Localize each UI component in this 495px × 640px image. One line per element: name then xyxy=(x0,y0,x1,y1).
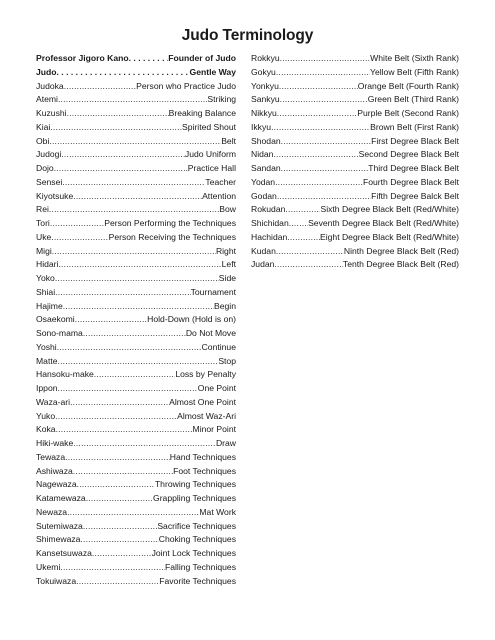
term: Yoko xyxy=(36,273,55,283)
definition: Gentle Way xyxy=(189,66,236,77)
term: Yodan xyxy=(251,176,276,187)
definition: Striking xyxy=(207,94,236,105)
definition: Yellow Belt (Fifth Rank) xyxy=(370,66,459,77)
term: Judoka xyxy=(36,80,64,91)
term: Kuzushi xyxy=(36,108,67,118)
term-row xyxy=(36,245,236,259)
rank-row xyxy=(251,231,459,245)
dot-leader xyxy=(61,148,185,162)
term-row xyxy=(36,451,236,465)
dot-leader xyxy=(60,561,165,575)
dot-leader xyxy=(281,135,371,149)
term: Hajime xyxy=(36,300,63,311)
definition: Side xyxy=(218,273,236,283)
dot-leader xyxy=(279,80,358,94)
dot-leader xyxy=(83,327,186,341)
term-row xyxy=(36,396,236,410)
term: Sandan xyxy=(251,163,281,173)
dot-leader xyxy=(55,410,177,424)
definition: Breaking Balance xyxy=(168,108,236,118)
term: Yoshi xyxy=(36,341,57,352)
term-row xyxy=(36,272,236,286)
definition: Seventh Degree Black Belt (Red/White) xyxy=(308,218,459,228)
term-row xyxy=(36,561,236,575)
dot-leader xyxy=(56,423,193,437)
term-row xyxy=(36,300,236,314)
term-row xyxy=(36,107,236,121)
term: Godan xyxy=(251,190,277,201)
page-title: Judo Terminology xyxy=(181,27,314,44)
term-row xyxy=(36,492,236,506)
dot-leader xyxy=(70,396,169,410)
dot-leader xyxy=(80,533,158,547)
dot-leader xyxy=(58,382,198,396)
definition: Draw xyxy=(215,438,236,448)
definition: Throwing Techniques xyxy=(154,479,236,490)
term-row xyxy=(36,575,236,589)
term: Sono-mama xyxy=(36,328,83,338)
definition: Eight Degree Black Belt (Red/White) xyxy=(320,231,459,242)
definition: Judo Uniform xyxy=(184,149,236,160)
definition: Belt xyxy=(221,135,236,146)
term: Rokudan xyxy=(251,204,286,215)
term: Migi xyxy=(36,245,52,256)
rank-list-right xyxy=(251,52,459,272)
definition: Hold-Down (Hold is on) xyxy=(147,314,236,325)
term: Hidari xyxy=(36,259,59,270)
definition: Third Degree Black Belt xyxy=(368,163,459,173)
term-row xyxy=(36,52,236,66)
term: Tewaza xyxy=(36,451,66,462)
definition: Brown Belt (First Rank) xyxy=(370,121,459,132)
definition: Right xyxy=(215,245,236,256)
definition: Grappling Techniques xyxy=(153,493,236,503)
rank-row xyxy=(251,245,459,259)
term: Rei xyxy=(36,204,49,215)
rank-row xyxy=(251,121,459,135)
definition: Person Performing the Techniques xyxy=(104,218,236,228)
term-row xyxy=(36,258,236,272)
term-row xyxy=(36,176,236,190)
term: Rokkyu xyxy=(251,53,280,63)
term: Katamewaza xyxy=(36,493,86,503)
definition: Choking Techniques xyxy=(158,534,236,545)
dot-leader xyxy=(276,66,370,80)
definition: Founder of Judo xyxy=(168,53,236,63)
rank-row xyxy=(251,148,459,162)
dot-leader xyxy=(63,300,214,314)
term-row xyxy=(36,465,236,479)
dot-leader xyxy=(64,80,136,94)
definition: Mat Work xyxy=(199,506,236,517)
definition: Attention xyxy=(202,190,236,201)
dot-leader xyxy=(62,176,205,190)
term: Ikkyu xyxy=(251,121,272,132)
dot-leader xyxy=(275,176,363,190)
term: Judan xyxy=(251,259,275,270)
term: Hansoku-make xyxy=(36,369,94,380)
definition: Ninth Degree Black Belt (Red) xyxy=(343,245,459,256)
term: Judo xyxy=(36,66,57,77)
term-row xyxy=(36,66,236,80)
definition: Begin xyxy=(214,300,236,311)
dot-leader xyxy=(287,231,320,245)
term-row xyxy=(36,547,236,561)
term-row xyxy=(36,190,236,204)
dot-leader xyxy=(280,93,368,107)
term: Kiai xyxy=(36,121,51,132)
term: Kiyotsuke xyxy=(36,190,74,201)
dot-leader xyxy=(76,575,159,589)
term: Nidan xyxy=(251,149,274,160)
term-row xyxy=(36,135,236,149)
term-row xyxy=(36,533,236,547)
term-row xyxy=(36,162,236,176)
term: Kansetsuwaza xyxy=(36,548,92,558)
term-row xyxy=(36,121,236,135)
term-row xyxy=(36,478,236,492)
term: Ippon xyxy=(36,383,58,393)
rank-row xyxy=(251,190,459,204)
dot-leader xyxy=(274,258,343,272)
rank-row xyxy=(251,135,459,149)
dot-leader xyxy=(51,231,108,245)
term: Obi xyxy=(36,135,50,146)
dot-leader xyxy=(83,520,158,534)
definition: First Degree Black Belt xyxy=(371,135,459,146)
dot-leader xyxy=(49,135,221,149)
definition: Teacher xyxy=(205,176,236,187)
definition: Fifth Degree Balck Belt xyxy=(371,190,459,201)
dot-leader xyxy=(54,162,188,176)
rank-row xyxy=(251,217,459,231)
dot-leader xyxy=(281,162,369,176)
dot-leader xyxy=(273,148,358,162)
definition: Second Degree Black Belt xyxy=(358,149,459,160)
dot-leader xyxy=(92,547,152,561)
term: Gokyu xyxy=(251,66,276,77)
definition: Continue xyxy=(201,341,236,352)
dot-leader xyxy=(277,190,371,204)
term-row xyxy=(36,437,236,451)
term: Yonkyu xyxy=(251,80,279,91)
term-row xyxy=(36,231,236,245)
term-row xyxy=(36,203,236,217)
definition: Spirited Shout xyxy=(182,121,236,132)
term: Professor Jigoro Kano xyxy=(36,53,129,63)
term: Newaza xyxy=(36,506,68,517)
term: Shodan xyxy=(251,135,281,146)
rank-row xyxy=(251,258,459,272)
definition: Orange Belt (Fourth Rank) xyxy=(357,80,459,91)
dot-leader xyxy=(280,52,371,66)
definition: Loss by Penalty xyxy=(175,369,236,380)
definition: White Belt (Sixth Rank) xyxy=(370,53,459,63)
dot-leader xyxy=(50,121,182,135)
term-row xyxy=(36,520,236,534)
term: Sankyu xyxy=(251,94,280,105)
term: Nagewaza xyxy=(36,479,77,490)
rank-row xyxy=(251,162,459,176)
term-row xyxy=(36,506,236,520)
term-row xyxy=(36,382,236,396)
dot-leader xyxy=(57,341,202,355)
term-row xyxy=(36,327,236,341)
term: Ukemi xyxy=(36,561,61,572)
term-row xyxy=(36,80,236,94)
dot-leader xyxy=(73,190,202,204)
term: Shichidan xyxy=(251,218,289,228)
definition: Favorite Techniques xyxy=(159,575,236,586)
definition: Practice Hall xyxy=(187,163,236,173)
term-row xyxy=(36,313,236,327)
dot-leader xyxy=(94,368,176,382)
term-row xyxy=(36,368,236,382)
term: Kudan xyxy=(251,245,276,256)
dot-leader xyxy=(73,437,216,451)
definition: Fourth Degree Black Belt xyxy=(362,176,459,187)
term: Hachidan xyxy=(251,231,288,242)
dot-leader xyxy=(58,355,219,369)
term: Tokuiwaza xyxy=(36,575,77,586)
dot-leader xyxy=(289,217,308,231)
definition: Falling Techniques xyxy=(164,561,236,572)
rank-row xyxy=(251,52,459,66)
rank-row xyxy=(251,66,459,80)
dot-leader xyxy=(57,66,190,80)
dot-leader xyxy=(50,217,104,231)
definition: Minor Point xyxy=(192,424,236,435)
term-row xyxy=(36,217,236,231)
dot-leader xyxy=(285,203,320,217)
definition: Green Belt (Third Rank) xyxy=(367,94,459,105)
rank-row xyxy=(251,80,459,94)
definition: Purple Belt (Second Rank) xyxy=(357,108,459,118)
dot-leader xyxy=(52,245,216,259)
dot-leader xyxy=(75,313,147,327)
definition: Almost One Point xyxy=(169,396,236,407)
dot-leader xyxy=(55,286,191,300)
term: Nikkyu xyxy=(251,108,277,118)
term: Matte xyxy=(36,355,58,366)
definition: Person Receiving the Techniques xyxy=(108,231,236,242)
dot-leader xyxy=(129,52,169,66)
term-row xyxy=(36,148,236,162)
dot-leader xyxy=(73,465,173,479)
term: Uke xyxy=(36,231,52,242)
term: Koka xyxy=(36,424,56,435)
term: Sensei xyxy=(36,176,63,187)
definition: Sacrifice Techniques xyxy=(157,520,236,531)
term: Judogi xyxy=(36,149,62,160)
dot-leader xyxy=(58,258,221,272)
definition: Person who Practice Judo xyxy=(136,80,236,91)
dot-leader xyxy=(67,107,169,121)
definition: Stop xyxy=(218,355,236,366)
rank-row xyxy=(251,176,459,190)
dot-leader xyxy=(271,121,370,135)
dot-leader xyxy=(55,272,219,286)
definition: Tournament xyxy=(190,286,236,297)
term: Tori xyxy=(36,218,50,228)
rank-row xyxy=(251,107,459,121)
definition: Almost Waz-Ari xyxy=(177,410,236,421)
term: Dojo xyxy=(36,163,54,173)
definition: Bow xyxy=(219,204,236,215)
term: Atemi xyxy=(36,94,58,105)
dot-leader xyxy=(86,492,153,506)
term-row xyxy=(36,410,236,424)
term: Waza-ari xyxy=(36,396,71,407)
terminology-list-left xyxy=(36,52,236,588)
definition: One Point xyxy=(197,383,236,393)
dot-leader xyxy=(58,93,207,107)
definition: Hand Techniques xyxy=(169,451,236,462)
dot-leader xyxy=(65,451,170,465)
definition: Left xyxy=(221,259,236,270)
dot-leader xyxy=(77,478,155,492)
term: Sutemiwaza xyxy=(36,520,83,531)
term: Ashiwaza xyxy=(36,465,73,476)
term: Hiki-wake xyxy=(36,438,74,448)
term: Shimewaza xyxy=(36,534,81,545)
term: Yuko xyxy=(36,410,56,421)
definition: Joint Lock Techniques xyxy=(151,548,236,558)
term: Shiai xyxy=(36,286,56,297)
rank-row xyxy=(251,203,459,217)
dot-leader xyxy=(276,245,344,259)
dot-leader xyxy=(277,107,357,121)
definition: Foot Techniques xyxy=(173,465,236,476)
definition: Sixth Degree Black Belt (Red/White) xyxy=(320,204,459,215)
rank-row xyxy=(251,93,459,107)
term-row xyxy=(36,355,236,369)
term: Osaekomi xyxy=(36,314,75,325)
term-row xyxy=(36,423,236,437)
dot-leader xyxy=(49,203,219,217)
term-row xyxy=(36,93,236,107)
definition: Tenth Degree Black Belt (Red) xyxy=(342,259,459,270)
term-row xyxy=(36,286,236,300)
term-row xyxy=(36,341,236,355)
dot-leader xyxy=(67,506,199,520)
definition: Do Not Move xyxy=(185,328,236,338)
